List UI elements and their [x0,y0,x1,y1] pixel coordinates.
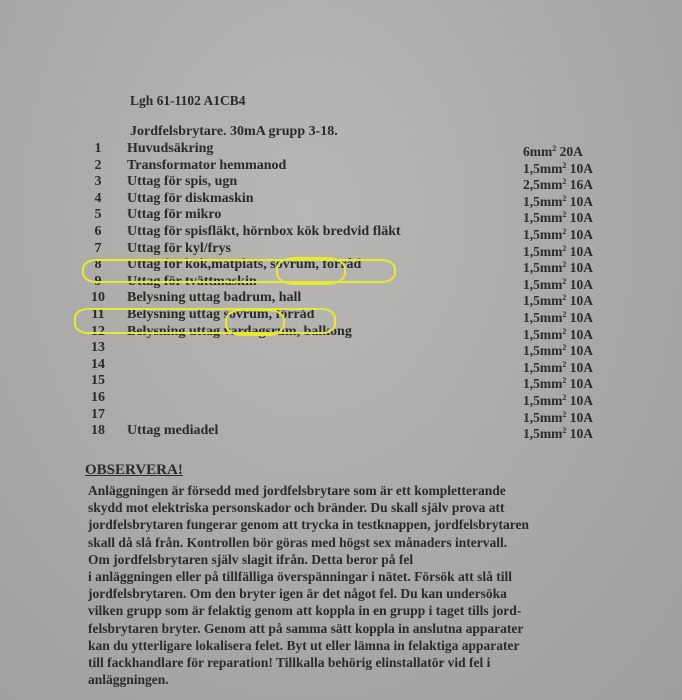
table-row [0,373,682,390]
cable-size-exponent: 2 [562,309,567,319]
fuse-amperage: 10A [566,409,593,425]
notice-line: skall då slå från. Kontrollen bör göras med högst sex månaders intervall. [88,534,508,550]
cable-size-exponent: 2 [562,260,567,270]
group-description: Uttag för mikro [127,207,222,223]
highlight-row-11-sovrum [225,309,285,336]
cable-size: 2,5mm [523,177,563,193]
group-number: 14 [91,356,105,372]
cable-size: 1,5mm [523,426,563,442]
cable-size: 1,5mm [523,160,563,176]
notice-line: Anläggningen är försedd med jordfelsbrytare som är ett kompletterande [88,483,506,498]
notice-line: felsbrytaren bryter. Genom att på samma sätt koppla in anslutna apparater [88,620,524,636]
fuse-amperage: 10A [566,276,593,292]
group-number: 9 [94,273,102,289]
group-number: 17 [91,406,105,422]
cable-size-exponent: 2 [562,326,567,336]
cable-size: 1,5mm [523,226,563,242]
cable-size: 1,5mm [523,359,563,375]
table-row [0,158,682,175]
fuse-amperage: 16A [566,177,593,193]
notice-line: i anläggningen eller på tillfälliga överspänningar i nätet. Försök att slå till [88,569,513,585]
fuse-amperage: 10A [566,309,593,325]
cable-size-exponent: 2 [562,426,567,436]
cable-size: 1,5mm [523,326,563,342]
group-number: 3 [94,174,102,190]
group-description: Uttag för diskmaskin [127,190,254,206]
group-number: 1 [94,141,102,156]
cable-size: 1,5mm [523,343,563,359]
fuse-amperage: 10A [566,193,593,209]
fuse-amperage: 20A [556,144,583,159]
cable-size: 1,5mm [523,243,563,259]
group-number: 6 [94,223,102,239]
fuse-amperage: 10A [566,226,593,242]
cable-size: 1,5mm [523,276,563,292]
group-number: 11 [91,306,105,322]
cable-size-exponent: 2 [562,293,567,303]
apartment-id: Lgh 61-1102 A1CB4 [130,93,246,108]
cable-size-exponent: 2 [562,376,567,386]
table-row [0,207,682,224]
table-row [0,290,682,307]
cable-size-exponent: 2 [562,193,567,203]
fuse-amperage: 10A [566,343,593,359]
table-row [0,357,682,374]
group-number: 13 [91,340,105,356]
group-description: Uttag för spis, ugn [127,174,238,190]
cable-size: 6mm [523,144,553,159]
notice-line: kan du ytterligare lokalisera felet. Byt ut eller lämna in felaktiga apparater [88,637,520,653]
group-number: 2 [94,157,102,173]
cable-size: 1,5mm [523,193,563,209]
table-row [0,174,682,191]
cable-size: 1,5mm [523,409,563,425]
cable-size-exponent: 2 [562,160,567,170]
table-row [0,423,682,440]
table-row [0,141,682,158]
cable-size: 1,5mm [523,376,563,392]
highlight-row-11 [74,308,336,334]
group-description: Belysning uttag badrum, hall [127,290,302,306]
cable-rating [523,423,593,443]
cable-size-exponent: 2 [562,409,567,419]
notice-line: jordfelsbrytaren. Om den bryter igen är det något fel. Du kan undersöka [88,586,507,602]
notice-line: jordfelsbrytaren fungerar genom att trycka in testknappen, jordfelsbrytaren [88,517,529,533]
group-description: Uttag för kyl/frys [127,240,231,256]
cable-size-exponent: 2 [562,359,567,369]
group-description: Belysning uttag sovrum, förråd [127,306,315,322]
highlight-row-8-sovrum [276,257,346,285]
notice-line: anläggningen. [88,672,169,688]
cable-size-exponent: 2 [562,392,567,402]
fuse-amperage: 10A [566,359,593,375]
cable-size: 1,5mm [523,392,563,408]
cable-size: 1,5mm [523,293,563,309]
notice-line: Om jordfelsbrytaren själv slagit ifrån. Detta beror på fel [88,551,414,567]
fuse-amperage: 10A [566,260,593,276]
group-number: 16 [91,389,105,405]
fuse-amperage: 10A [566,160,593,176]
notice-line: till fackhandlare för reparation! Tillkalla behörig elinstallatör vid fel i [88,655,491,671]
table-row [0,224,682,241]
fuse-amperage: 10A [566,392,593,408]
group-number: 18 [91,423,105,439]
cable-size: 1,5mm [523,309,563,325]
cable-size: 1,5mm [523,260,563,276]
table-row [0,340,682,357]
group-number: 12 [91,323,105,339]
cable-size-exponent: 2 [562,343,567,353]
group-description: Uttag för kök,matplats, sovrum, förråd [127,257,362,273]
group-number: 5 [94,207,102,223]
table-row [0,191,682,208]
fuse-amperage: 10A [566,293,593,309]
cable-size: 1,5mm [523,210,563,226]
cable-size-exponent: 2 [562,210,567,220]
notice-line: vilken grupp som är felaktig genom att koppla in en grupp i taget tills jord- [88,603,522,619]
notice-title: OBSERVERA! [85,462,183,478]
table-row [0,390,682,407]
notice-line: skydd mot elektriska personskador och bränder. Du skall själv prova att [88,500,505,516]
group-number: 8 [94,257,102,273]
cable-size-exponent: 2 [552,144,557,153]
table-row [0,241,682,258]
fuse-amperage: 10A [566,243,593,259]
notice-body [88,482,608,688]
group-description: Belysning uttag vardagsrum, balkong [127,323,352,339]
cable-size-exponent: 2 [562,276,567,286]
cable-size-exponent: 2 [562,226,567,236]
table-row [0,407,682,424]
group-description: Huvudsäkring [127,141,214,156]
group-description: Transformator hemmanod [127,157,287,173]
fuse-amperage: 10A [566,376,593,392]
cable-size-exponent: 2 [562,177,567,187]
table-subtitle: Jordfelsbrytare. 30mA grupp 3-18. [130,124,338,139]
group-description: Uttag mediadel [127,423,219,439]
group-number: 4 [94,190,102,206]
fuse-amperage: 10A [566,426,593,442]
fuse-amperage: 10A [566,326,593,342]
group-description: Uttag för spisfläkt, hörnbox kök bredvid fläkt [127,223,401,239]
group-description: Uttag för tvättmaskin [127,273,257,289]
group-number: 10 [91,290,105,306]
group-number: 7 [94,240,102,256]
fuse-amperage: 10A [566,210,593,226]
group-number: 15 [91,373,105,389]
highlight-row-8 [82,259,396,283]
cable-size-exponent: 2 [562,243,567,253]
circuit-table [0,141,682,440]
